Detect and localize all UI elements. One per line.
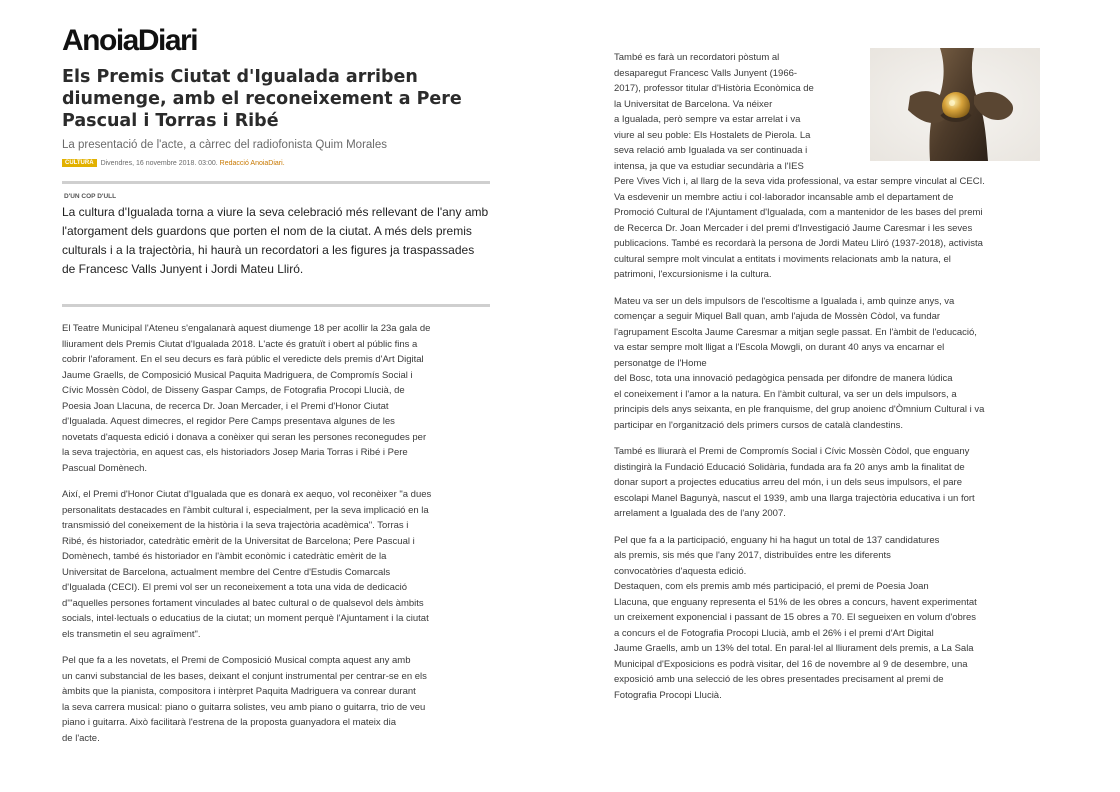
body-paragraph (614, 444, 1044, 522)
divider-top (62, 181, 490, 184)
body-line: a Igualada, però sempre va estar arrelat i va (614, 114, 801, 125)
body-line: Pascual Domènech. (62, 462, 148, 474)
body-line: als premis, sis més que l'any 2017, distribuïdes entre les diferents (614, 550, 891, 561)
body-line: d'"aquelles persones fortament vinculades al batec cultural o de qualsevol dels àmbits (62, 597, 424, 609)
body-line: Cívic Mossèn Còdol, de Disseny Gaspar Camps, de Fotografia Procopi Llucià, de (62, 385, 405, 396)
body-line: el coneixement i l'amor a la natura. En l'àmbit cultural, va ser un dels impulsors, a (614, 388, 957, 400)
article-body-right-top (614, 50, 864, 174)
body-line: publicacions. També es recordarà la persona de Jordi Mateu Lliró (1937-2018), activista (614, 238, 983, 249)
body-paragraph (614, 533, 1044, 704)
body-line: Mateu va ser un dels impulsors de l'escoltisme a Igualada i, amb quinze anys, va (614, 295, 955, 307)
article-date: Divendres, 16 novembre 2018. 03:00. (100, 159, 218, 167)
body-line: Domènech, també és historiador en l'àmbit econòmic i catedràtic emèrit de la (62, 551, 387, 562)
body-line: 2017), professor titular d'Història Econòmica de (614, 83, 814, 94)
body-line: exposició amb una selecció de les obres presentades precisament al premi de (614, 674, 944, 685)
body-line: de Recerca Dr. Joan Mercader i del premi d'Investigació Jaume Caresmar i les seves (614, 222, 973, 234)
body-line: Ribé, és historiador, catedràtic emèrit de la Universitat de Barcelona; Pere Pascual i (62, 535, 415, 547)
body-line: l'agrupament Escolta Jaume Caresmar a mitjan segle passat. En l'àmbit de l'educació, (614, 326, 977, 338)
body-line: Municipal d'Exposicions es podrà visitar, del 16 de novembre al 9 de desembre, una (614, 658, 968, 670)
body-line: lliurament dels Premis Ciutat d'Igualada 2018. L'acte és gratuït i obert al públic fins a (62, 338, 418, 350)
body-line: cobrir l'aforament. En el seu decurs es farà públic el veredicte dels premis d'Art Digital (62, 354, 424, 365)
body-line: piano i guitarra. Això facilitarà l'estrena de la proposta guanyadora el mateix dia (62, 717, 396, 728)
body-line: convocatòries d'aquesta edició. (614, 565, 747, 577)
body-line: Pel que fa a les novetats, el Premi de Composició Musical compta aquest any amb (62, 655, 411, 666)
body-line: desaparegut Francesc Valls Junyent (1966- (614, 67, 798, 79)
article-lead: La cultura d'Igualada torna a viure la seva celebració més rellevant de l'any amb l'atorgament dels guardons que porten el nom de la ciutat. A més dels premis culturals i a la trajectòria, hi haurà un recordatori a les figures ja traspassades de Francesc Valls Junyent i Jordi Mateu Lliró. (62, 205, 489, 276)
body-line: Destaquen, com els premis amb més participació, el premi de Poesia Joan (614, 581, 929, 592)
body-line: donar suport a projectes educatius arreu del món, i un dels seus impulsors, el pare (614, 477, 962, 488)
body-line: Jaume Graells, amb un 13% del total. En paral·lel al lliurament dels premis, a La Sala (614, 643, 974, 654)
body-line: d'Igualada (CECI). El premi vol ser un reconeixement a tota una vida de dedicació (62, 582, 408, 593)
body-line: També es lliurarà el Premi de Compromís Social i Cívic Mossèn Còdol, que enguany (614, 446, 970, 457)
article-author[interactable]: Redacció AnoiaDiari. (219, 159, 285, 167)
divider-bottom (62, 304, 490, 307)
article-headline: Els Premis Ciutat d'Igualada arriben diumenge, amb el reconeixement a Pere Pascual i Torras i Ribé (62, 67, 462, 131)
body-line: patrimoni, l'excursionisme i la cultura. (614, 269, 772, 280)
body-line: viure al seu poble: Els Hostalets de Pierola. La (614, 129, 811, 141)
body-line: distingirà la Fundació Educació Solidària, fundada ara fa 20 anys amb la finalitat de (614, 461, 965, 473)
body-line: va estar sempre molt lligat a l'Escola Mowgli, on durant 40 anys va encarnar el (614, 342, 945, 353)
body-line: personalitats destacades en l'àmbit cultural i, especialment, per la seva implicació en la (62, 504, 429, 516)
paragraph-gap (614, 433, 1044, 444)
body-line: començar a seguir Miquel Ball quan, amb l'ajuda de Mossèn Còdol, va fundar (614, 311, 941, 322)
body-line: socials, intel·lectuals o educatius de la ciutat; un moment perquè l'Ajuntament i la ciutat (62, 613, 429, 624)
body-line: la seva carrera musical: piano o guitarra solistes, veu amb piano o guitarra, trio de veu (62, 701, 426, 713)
body-line: transmissió del coneixement de la història i la seva trajectòria acadèmica". Torras i (62, 520, 409, 531)
body-line: intensa, ja que va estudiar secundària a l'IES (614, 160, 804, 172)
body-line: El Teatre Municipal l'Ateneu s'engalanarà aquest diumenge 18 per acollir la 23a gala de (62, 323, 431, 334)
body-paragraph (614, 294, 1044, 434)
body-line: Jaume Graells, de Composició Musical Paquita Madriguera, de Compromís Social i (62, 369, 413, 381)
body-line: Llacuna, que enguany representa el 51% de les obres a concurs, havent experimentat (614, 596, 977, 608)
body-line: del Bosc, tota una innovació pedagògica pensada per difondre de manera lúdica (614, 373, 953, 384)
article-photo (870, 48, 1040, 161)
body-line: un creixement exponencial i passant de 15 obres a 70. El segueixen en volum d'obres (614, 612, 976, 623)
statuette-image (870, 48, 1040, 161)
category-badge[interactable]: CULTURA (62, 159, 97, 167)
body-line: cultural sempre molt vinculat a entitats i moviments relacionats amb la natura, el (614, 253, 951, 265)
body-line: Universitat de Barcelona, actualment membre del Centre d'Estudis Comarcals (62, 566, 391, 578)
body-paragraph (62, 487, 502, 642)
article-meta (62, 159, 285, 167)
body-line: personatge de l'Home (614, 357, 707, 369)
body-line: Va esdevenir un membre actiu i col·laborador incansable amb el departament de (614, 191, 954, 203)
body-line: àmbits que la pianista, compositora i intèrpret Paquita Madriguera va conrear durant (62, 686, 416, 697)
body-line: escolapi Manel Bagunyà, nascut el 1939, amb una llarga trajectòria educativa i un fort (614, 492, 975, 504)
body-line: els transmetin el seu agraïment". (62, 628, 201, 640)
paragraph-gap (62, 642, 502, 653)
body-line: principis dels anys seixanta, en ple franquisme, del grup anoienc d'Òmnium Cultural i va (614, 404, 985, 415)
article-body-right (614, 174, 1044, 703)
body-line: seva relació amb Igualada va ser continuada i (614, 145, 808, 156)
body-line: la seva trajectòria, en aquest cas, els historiadors Josep Maria Torras i Ribé i Pere (62, 447, 408, 458)
body-line: novetats d'aquesta edició i donava a conèixer qui seran les persones reconegudes per (62, 431, 427, 443)
paragraph-gap (62, 476, 502, 487)
body-line: Promoció Cultural de l'Ajuntament d'Igualada, com a mantenidor de les bases del premi (614, 207, 983, 218)
article-body-left (62, 321, 502, 746)
paragraph-gap (614, 283, 1044, 294)
body-line: d'Igualada. Aquest dimecres, el regidor Pere Camps presentava algunes de les (62, 416, 395, 427)
body-line: Pel que fa a la participació, enguany hi ha hagut un total de 137 candidatures (614, 534, 940, 546)
body-line: Poesia Joan Llacuna, de recerca Dr. Joan Mercader, i el Premi d'Honor Ciutat (62, 400, 389, 412)
body-line: la Universitat de Barcelona. Va néixer (614, 98, 773, 110)
body-paragraph (614, 50, 864, 174)
body-line: participar en l'organització dels primers cursos de català clandestins. (614, 419, 904, 431)
paragraph-gap (614, 522, 1044, 533)
body-line: un canvi substancial de les bases, deixant el conjunt instrumental per centrar-se en els (62, 670, 427, 682)
body-line: Fotografia Procopi Llucià. (614, 689, 722, 701)
summary-kicker: D'UN COP D'ULL (64, 193, 117, 200)
body-line: a concurs el de Fotografia Procopi Llucià, amb el 26% i el premi d'Art Digital (614, 627, 934, 639)
body-line: També es farà un recordatori pòstum al (614, 52, 780, 63)
body-line: Així, el Premi d'Honor Ciutat d'Igualada que es donarà ex aequo, vol reconèixer "a dues (62, 489, 432, 500)
body-paragraph (614, 174, 1044, 283)
body-paragraph (62, 321, 502, 476)
site-logo[interactable]: AnoiaDiari (62, 24, 198, 57)
article-subtitle: La presentació de l'acte, a càrrec del radiofonista Quim Morales (62, 139, 387, 151)
body-line: Pere Vives Vich i, al llarg de la seva vida professional, va estar sempre vinculat al CECI. (614, 176, 985, 187)
body-line: de l'acte. (62, 732, 100, 744)
body-line: arrelament a Igualada des de l'any 2007. (614, 508, 786, 519)
body-paragraph (62, 653, 502, 746)
